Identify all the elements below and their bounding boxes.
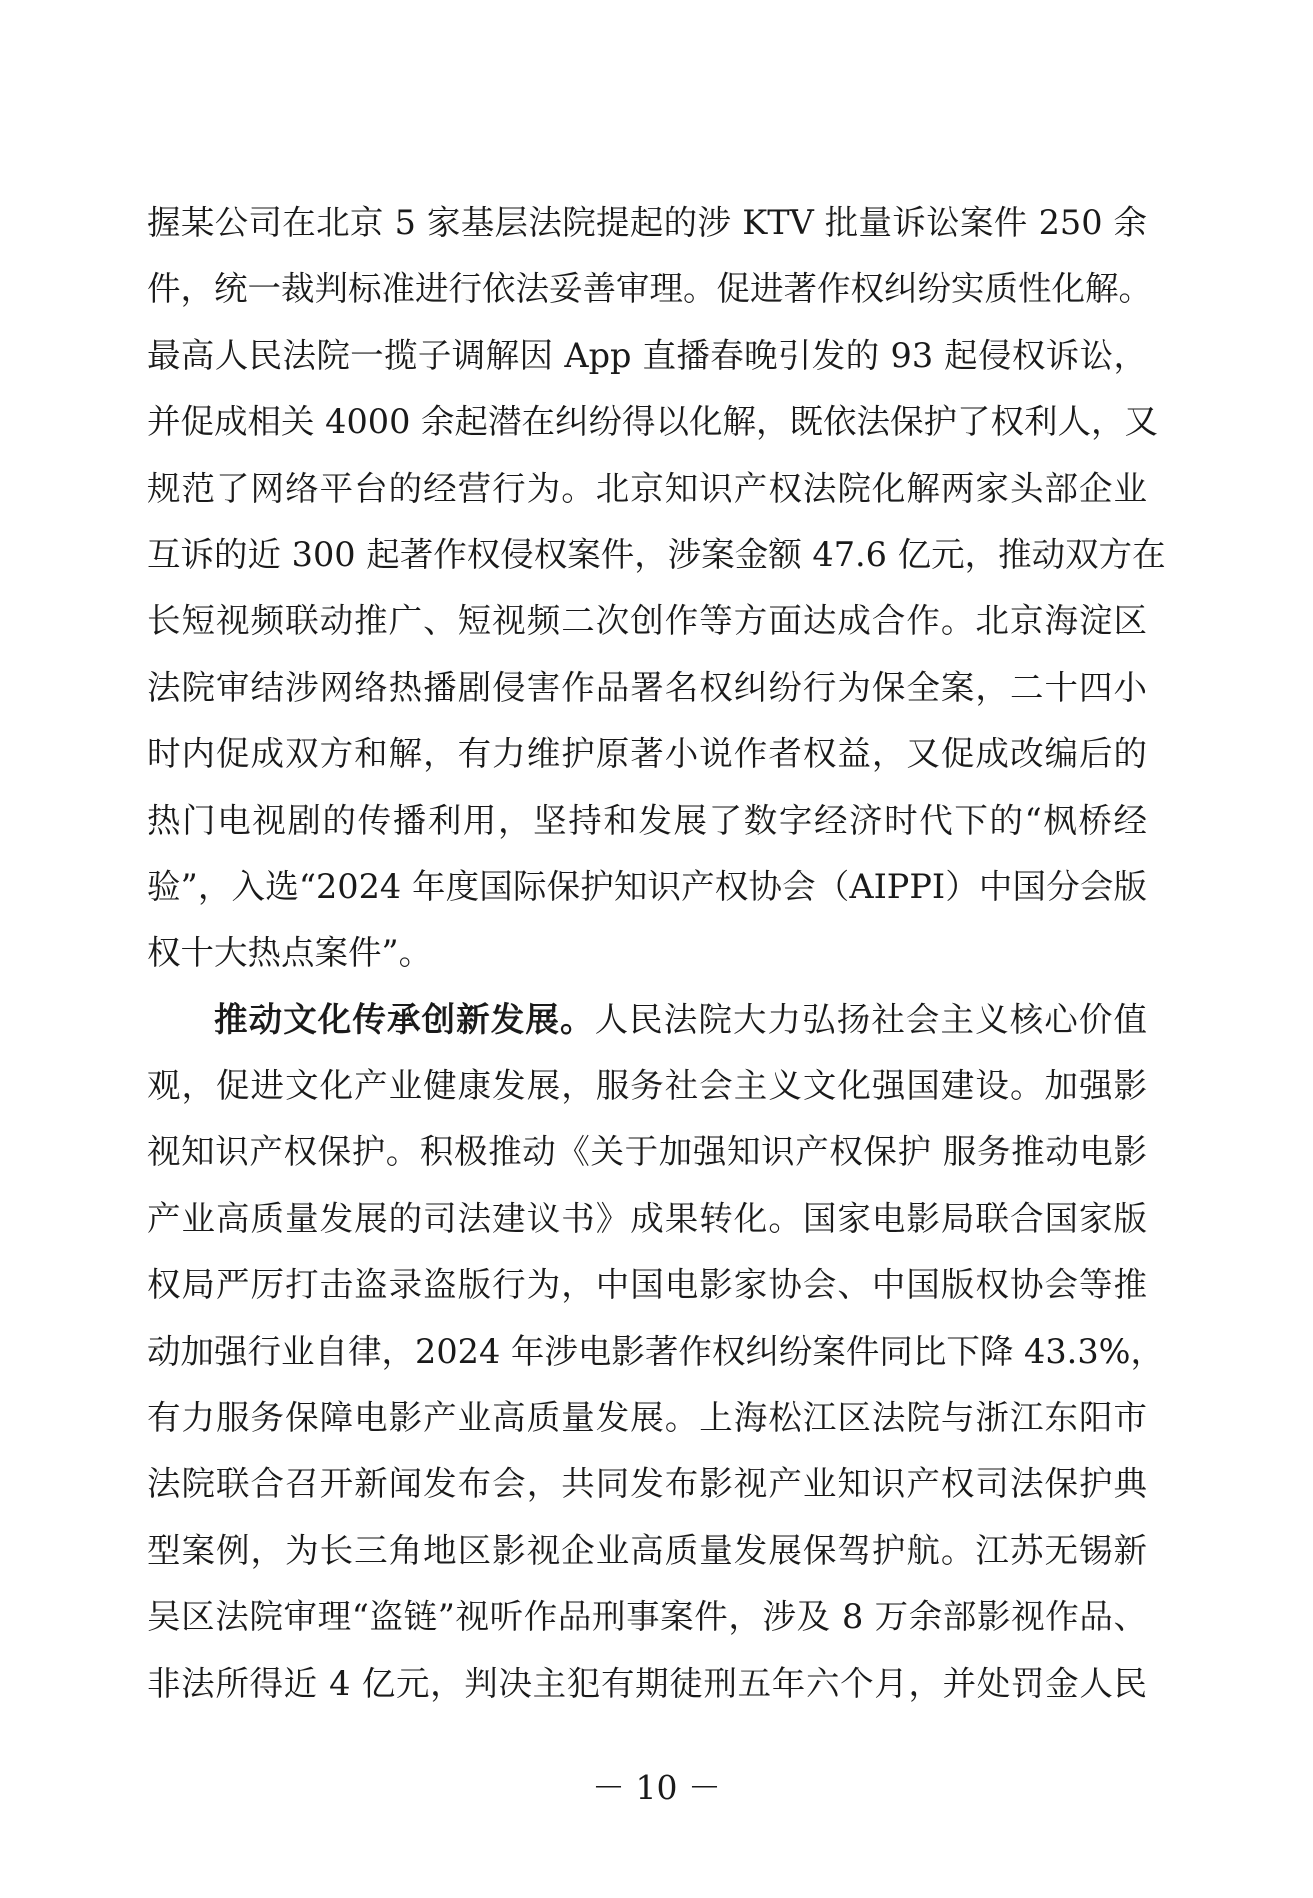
text-line: 产业高质量发展的司法建议书》成果转化。国家电影局联合国家版 bbox=[147, 1198, 1147, 1238]
text-line: 法院审结涉网络热播剧侵害作品署名权纠纷行为保全案，二十四小 bbox=[147, 667, 1147, 707]
text-line: 热门电视剧的传播利用，坚持和发展了数字经济时代下的“枫桥经 bbox=[147, 800, 1147, 840]
text-line: 动加强行业自律，2024 年涉电影著作权纠纷案件同比下降 43.3%， bbox=[147, 1331, 1164, 1371]
text-line: 法院联合召开新闻发布会，共同发布影视产业知识产权司法保护典 bbox=[147, 1464, 1147, 1504]
paragraph-lead-heading: 推动文化传承创新发展。 bbox=[214, 999, 595, 1039]
paragraph-first-line-text: 人民法院大力弘扬社会主义核心价值 bbox=[594, 999, 1148, 1039]
text-line: 观，促进文化产业健康发展，服务社会主义文化强国建设。加强影 bbox=[147, 1066, 1147, 1106]
text-line: 型案例，为长三角地区影视企业高质量发展保驾护航。江苏无锡新 bbox=[147, 1530, 1147, 1570]
text-line: 非法所得近 4 亿元，判决主犯有期徒刑五年六个月，并处罚金人民 bbox=[147, 1663, 1147, 1703]
text-line: 时内促成双方和解，有力维护原著小说作者权益，又促成改编后的 bbox=[147, 734, 1147, 774]
text-line: 权十大热点案件”。 bbox=[147, 933, 433, 973]
text-line: 规范了网络平台的经营行为。北京知识产权法院化解两家头部企业 bbox=[147, 468, 1147, 508]
page-number: － 10 － bbox=[592, 1768, 721, 1807]
body-text bbox=[147, 190, 1166, 1717]
text-line: 长短视频联动推广、短视频二次创作等方面达成合作。北京海淀区 bbox=[147, 601, 1147, 641]
paragraph-2 bbox=[147, 987, 1164, 1717]
text-line: 件，统一裁判标准进行依法妥善审理。促进著作权纠纷实质性化解。 bbox=[147, 269, 1152, 309]
text-line: 有力服务保障电影产业高质量发展。上海松江区法院与浙江东阳市 bbox=[147, 1398, 1147, 1438]
text-line: 权局严厉打击盗录盗版行为，中国电影家协会、中国版权协会等推 bbox=[147, 1265, 1147, 1305]
text-line: 互诉的近 300 起著作权侵权案件，涉案金额 47.6 亿元，推动双方在 bbox=[147, 534, 1166, 574]
text-line: 吴区法院审理“盗链”视听作品刑事案件，涉及 8 万余部影视作品、 bbox=[147, 1597, 1147, 1637]
paragraph-first-line bbox=[147, 987, 1147, 1053]
text-line: 并促成相关 4000 余起潜在纠纷得以化解，既依法保护了权利人，又 bbox=[147, 402, 1159, 442]
text-line: 握某公司在北京 5 家基层法院提起的涉 KTV 批量诉讼案件 250 余 bbox=[147, 203, 1147, 242]
paragraph-1 bbox=[147, 190, 1166, 987]
text-line: 最高人民法院一揽子调解因 App 直播春晚引发的 93 起侵权诉讼， bbox=[147, 335, 1147, 375]
text-line: 验”，入选“2024 年度国际保护知识产权协会（AIPPI）中国分会版 bbox=[147, 866, 1147, 906]
text-line: 视知识产权保护。积极推动《关于加强知识产权保护 服务推动电影 bbox=[147, 1132, 1147, 1172]
